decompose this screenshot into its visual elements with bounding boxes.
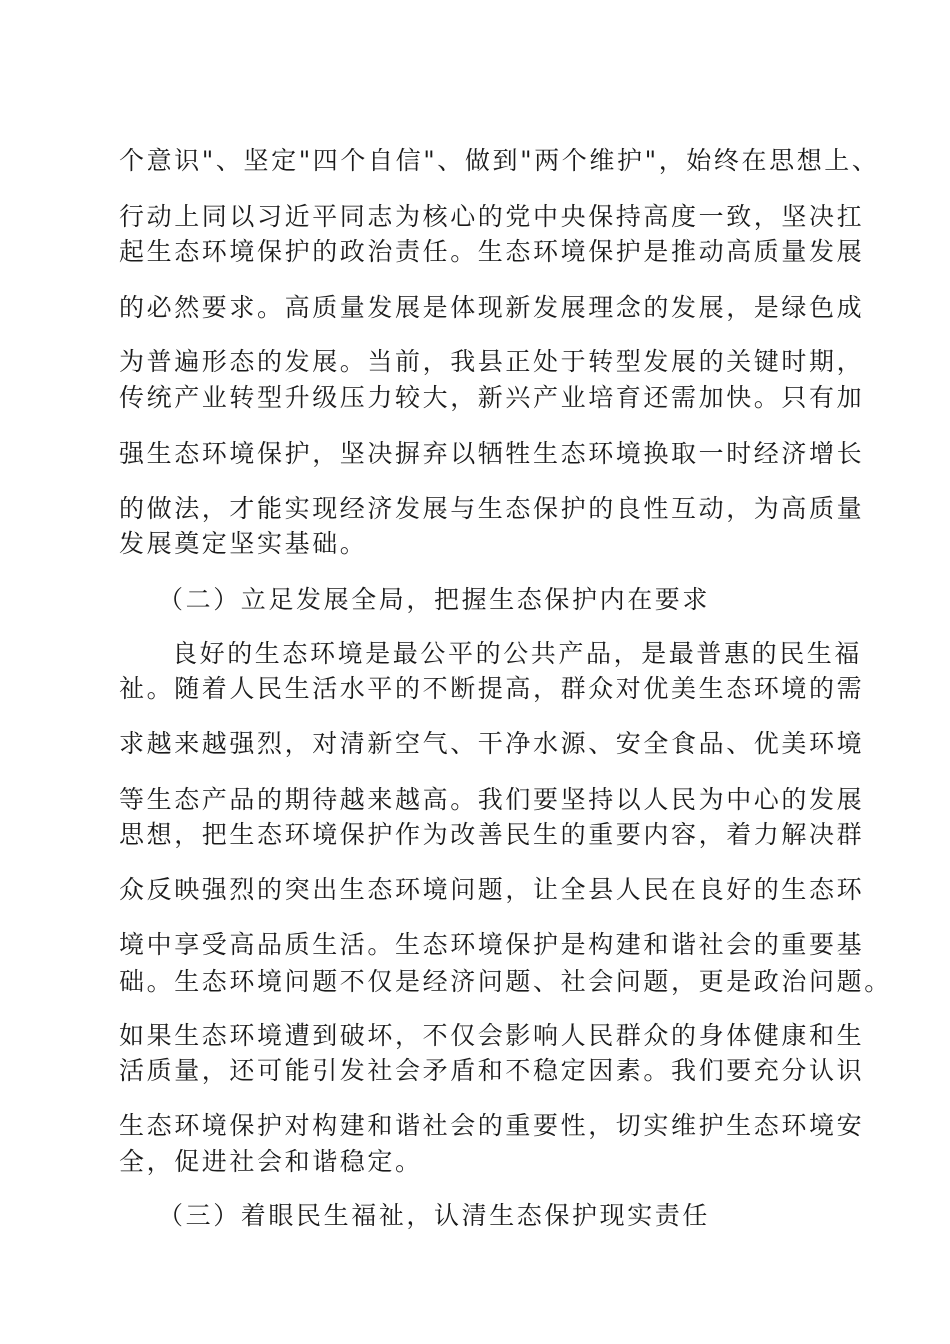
paragraph-line: 祉。随着人民生活水平的不断提高，群众对优美生态环境的需	[119, 674, 865, 703]
paragraph-line: 良好的生态环境是最公平的公共产品，是最普惠的民生福	[172, 639, 863, 668]
paragraph-line: 等生态产品的期待越来越高。我们要坚持以人民为中心的发展	[119, 785, 865, 814]
paragraph-line: 思想，把生态环境保护作为改善民生的重要内容，着力解决群	[119, 820, 865, 849]
paragraph-line: 全，促进社会和谐稳定。	[119, 1147, 423, 1176]
paragraph-line: 如果生态环境遭到破坏，不仅会影响人民群众的身体健康和生	[119, 1021, 865, 1050]
paragraph-line: 众反映强烈的突出生态环境问题，让全县人民在良好的生态环	[119, 875, 865, 904]
paragraph-line: 行动上同以习近平同志为核心的党中央保持高度一致，坚决扛	[119, 202, 865, 231]
paragraph-line: 为普遍形态的发展。当前，我县正处于转型发展的关键时期，	[119, 347, 865, 376]
paragraph-line: 的做法，才能实现经济发展与生态保护的良性互动，为高质量	[119, 494, 865, 523]
paragraph-line: 求越来越强烈，对清新空气、干净水源、安全食品、优美环境	[119, 729, 865, 758]
paragraph-line: 活质量，还可能引发社会矛盾和不稳定因素。我们要充分认识	[119, 1056, 865, 1085]
paragraph-line: 的必然要求。高质量发展是体现新发展理念的发展，是绿色成	[119, 293, 865, 322]
paragraph-line: 传统产业转型升级压力较大，新兴产业培育还需加快。只有加	[119, 383, 865, 412]
paragraph-line: 础。生态环境问题不仅是经济问题、社会问题，更是政治问题。	[119, 967, 892, 996]
paragraph-line: 发展奠定坚实基础。	[119, 529, 368, 558]
paragraph-line: 起生态环境保护的政治责任。生态环境保护是推动高质量发展	[119, 237, 865, 266]
paragraph-line: 生态环境保护对构建和谐社会的重要性，切实维护生态环境安	[119, 1111, 865, 1140]
section-heading: （三）着眼民生福祉，认清生态保护现实责任	[158, 1201, 711, 1230]
paragraph-line: 境中享受高品质生活。生态环境保护是构建和谐社会的重要基	[119, 930, 865, 959]
paragraph-line: 强生态环境保护，坚决摒弃以牺牲生态环境换取一时经济增长	[119, 439, 865, 468]
paragraph-line: 个意识"、坚定"四个自信"、做到"两个维护"，始终在思想上、	[119, 146, 880, 175]
section-heading: （二）立足发展全局，把握生态保护内在要求	[158, 585, 711, 614]
